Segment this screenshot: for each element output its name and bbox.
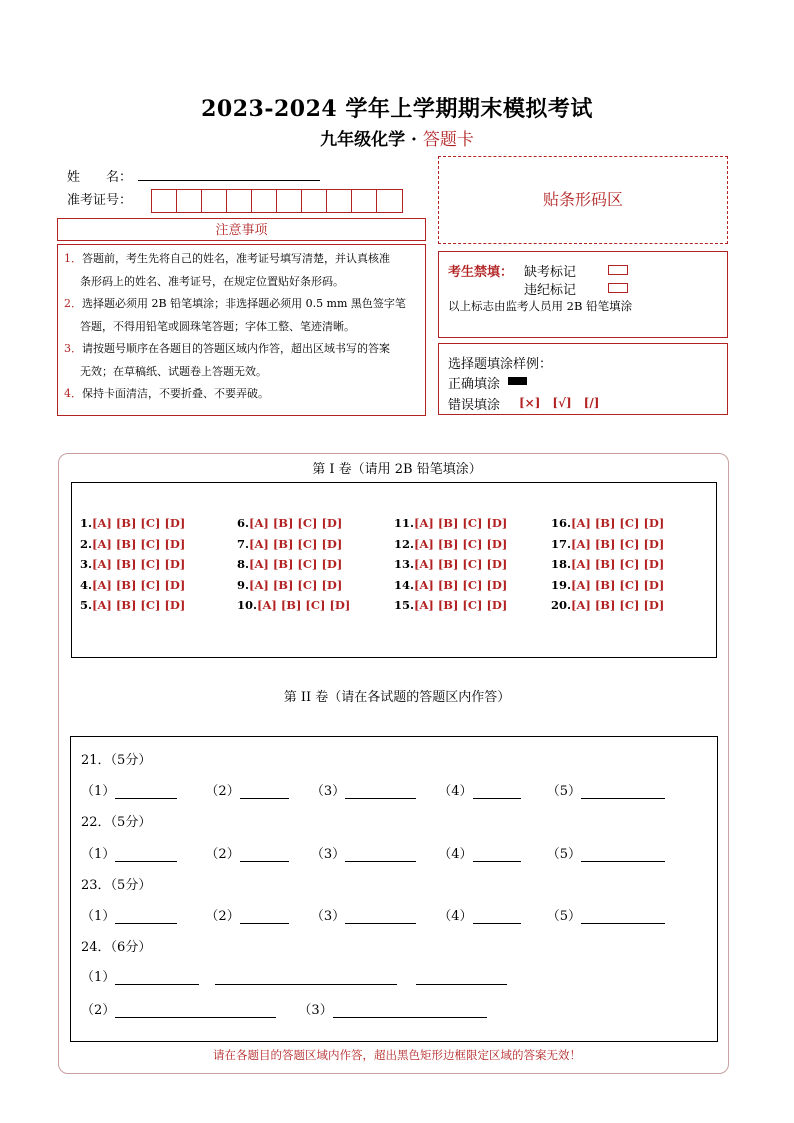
answer-blank[interactable] bbox=[115, 847, 177, 862]
answer-blank[interactable] bbox=[240, 847, 289, 862]
answer-blank[interactable] bbox=[345, 909, 416, 924]
answer-blank[interactable] bbox=[240, 784, 289, 799]
name-label: 姓 名： bbox=[67, 170, 133, 185]
mcq-row[interactable]: 3.[A] [B] [C] [D] bbox=[80, 557, 186, 571]
id-digit-box[interactable] bbox=[177, 190, 202, 212]
footer-warning: 请在各题目的答题区域内作答，超出黑色矩形边框限定区域的答案无效！ bbox=[213, 1048, 581, 1062]
question-23-blanks: （1） （2） （3） （4） （5） bbox=[81, 905, 665, 924]
question-21-blanks: （1） （2） （3） （4） （5） bbox=[81, 780, 665, 799]
id-digit-box[interactable] bbox=[152, 190, 177, 212]
exam-id-label: 准考证号： bbox=[67, 193, 133, 208]
question-24: 24．（6分） bbox=[81, 940, 152, 955]
open-answer-box bbox=[70, 736, 718, 1042]
fill-sample-box bbox=[438, 343, 728, 415]
id-digit-box[interactable] bbox=[227, 190, 252, 212]
name-field[interactable] bbox=[138, 180, 320, 181]
notice-num: 3． bbox=[64, 342, 82, 355]
sample-heading: 选择题填涂样例： bbox=[448, 357, 553, 372]
subtitle-main: 九年级化学 · bbox=[320, 130, 423, 150]
notice-num: 4． bbox=[64, 387, 82, 400]
absent-mark-box[interactable] bbox=[608, 265, 628, 275]
answer-blank[interactable] bbox=[581, 909, 665, 924]
notice-text: 条形码上的姓名、准考证号，在规定位置贴好条形码。 bbox=[80, 274, 344, 288]
forbid-label: 考生禁填： bbox=[448, 265, 514, 280]
id-digit-box[interactable] bbox=[252, 190, 277, 212]
id-digit-box[interactable] bbox=[352, 190, 377, 212]
notice-num: 2． bbox=[64, 297, 82, 310]
question-21: 21．（5分） bbox=[81, 753, 152, 768]
mcq-row[interactable]: 10.[A] [B] [C] [D] bbox=[237, 598, 351, 612]
section1-title: 第 I 卷（请用 2B 铅笔填涂） bbox=[312, 462, 482, 477]
page-subtitle bbox=[0, 125, 794, 150]
mcq-answer-box bbox=[71, 482, 717, 658]
mcq-row[interactable]: 4.[A] [B] [C] [D] bbox=[80, 577, 186, 592]
mcq-row[interactable]: 13.[A] [B] [C] [D] bbox=[394, 557, 508, 571]
mcq-row[interactable]: 11.[A] [B] [C] [D] bbox=[394, 516, 508, 530]
mcq-column bbox=[551, 513, 664, 616]
answer-blank[interactable] bbox=[115, 1003, 276, 1018]
mcq-row[interactable]: 1.[A] [B] [C] [D] bbox=[80, 516, 186, 530]
answer-blank[interactable] bbox=[473, 784, 521, 799]
violation-label: 违纪标记 bbox=[524, 283, 577, 298]
question-22: 22．（5分） bbox=[81, 815, 152, 830]
mcq-row[interactable]: 18.[A] [B] [C] [D] bbox=[551, 557, 665, 571]
mcq-row[interactable]: 5.[A] [B] [C] [D] bbox=[80, 598, 186, 612]
notice-item bbox=[64, 248, 421, 271]
mcq-row[interactable]: 7.[A] [B] [C] [D] bbox=[237, 536, 343, 551]
notice-text: 答题，不得用铅笔或圆珠笔答题；字体工整、笔迹清晰。 bbox=[80, 319, 355, 333]
answer-blank[interactable] bbox=[581, 847, 665, 862]
mcq-row[interactable]: 17.[A] [B] [C] [D] bbox=[551, 536, 665, 551]
mcq-row[interactable]: 6.[A] [B] [C] [D] bbox=[237, 516, 343, 530]
answer-blank[interactable] bbox=[333, 1003, 487, 1018]
answer-blank[interactable] bbox=[416, 970, 507, 985]
forbid-note: 以上标志由监考人员用 2B 铅笔填涂 bbox=[448, 299, 633, 313]
answer-blank[interactable] bbox=[215, 970, 397, 985]
examiner-only-box bbox=[438, 251, 728, 338]
notice-text: 答题前，考生先将自己的姓名，准考证号填写清楚，并认真核准 bbox=[82, 252, 390, 265]
correct-label: 正确填涂 bbox=[448, 377, 501, 392]
notice-item bbox=[64, 383, 421, 406]
answer-blank[interactable] bbox=[345, 784, 416, 799]
answer-blank[interactable] bbox=[115, 970, 199, 985]
notice-num: 1． bbox=[64, 252, 82, 265]
mcq-row[interactable]: 16.[A] [B] [C] [D] bbox=[551, 516, 665, 530]
question-23: 23．（5分） bbox=[81, 878, 152, 893]
question-22-blanks: （1） （2） （3） （4） （5） bbox=[81, 843, 665, 862]
violation-mark-box[interactable] bbox=[608, 283, 628, 293]
wrong-label: 错误填涂 bbox=[448, 398, 501, 413]
mcq-row[interactable]: 12.[A] [B] [C] [D] bbox=[394, 536, 508, 551]
notice-item bbox=[64, 338, 421, 361]
mcq-column bbox=[394, 513, 507, 616]
subtitle-answer-card: 答题卡 bbox=[422, 130, 474, 150]
notice-heading: 注意事项 bbox=[57, 218, 426, 241]
mcq-row[interactable]: 2.[A] [B] [C] [D] bbox=[80, 536, 186, 551]
barcode-area: 贴条形码区 bbox=[438, 156, 728, 244]
mcq-row[interactable]: 9.[A] [B] [C] [D] bbox=[237, 577, 343, 592]
id-digit-box[interactable] bbox=[277, 190, 302, 212]
answer-blank[interactable] bbox=[473, 909, 521, 924]
notice-text: 选择题必须用 2B 铅笔填涂；非选择题必须用 0.5 mm 黑色签字笔 bbox=[82, 297, 406, 310]
notice-text: 无效；在草稿纸、试题卷上答题无效。 bbox=[80, 364, 267, 378]
answer-blank[interactable] bbox=[581, 784, 665, 799]
mcq-row[interactable]: 14.[A] [B] [C] [D] bbox=[394, 577, 508, 592]
absent-label: 缺考标记 bbox=[524, 265, 577, 280]
mcq-column bbox=[80, 513, 185, 616]
exam-id-boxes[interactable] bbox=[151, 189, 403, 213]
answer-blank[interactable] bbox=[240, 909, 289, 924]
answer-blank[interactable] bbox=[473, 847, 521, 862]
notice-text: 保持卡面清洁，不要折叠、不要弄破。 bbox=[82, 387, 269, 400]
answer-blank[interactable] bbox=[115, 909, 177, 924]
wrong-marks: [×] [√] [/] bbox=[519, 396, 600, 410]
mcq-row[interactable]: 8.[A] [B] [C] [D] bbox=[237, 557, 343, 571]
notice-box bbox=[57, 244, 426, 416]
notice-text: 请按题号顺序在各题目的答题区域内作答，超出区域书写的答案 bbox=[82, 342, 390, 355]
question-24-part2: （2） （3） bbox=[81, 999, 487, 1018]
filled-mark-sample bbox=[508, 377, 527, 385]
id-digit-box[interactable] bbox=[202, 190, 227, 212]
mcq-row[interactable]: 20.[A] [B] [C] [D] bbox=[551, 598, 665, 612]
answer-blank[interactable] bbox=[115, 784, 177, 799]
mcq-column bbox=[237, 513, 350, 616]
notice-item bbox=[64, 293, 421, 316]
section2-title: 第 II 卷（请在各试题的答题区内作答） bbox=[283, 690, 511, 705]
page-title: 2023-2024 学年上学期期末模拟考试 bbox=[201, 96, 593, 122]
answer-blank[interactable] bbox=[345, 847, 416, 862]
id-digit-box[interactable] bbox=[377, 190, 402, 212]
id-digit-box[interactable] bbox=[302, 190, 327, 212]
question-24-part1: （1） bbox=[81, 966, 507, 985]
mcq-row[interactable]: 19.[A] [B] [C] [D] bbox=[551, 577, 665, 592]
mcq-row[interactable]: 15.[A] [B] [C] [D] bbox=[394, 598, 508, 612]
id-digit-box[interactable] bbox=[327, 190, 352, 212]
